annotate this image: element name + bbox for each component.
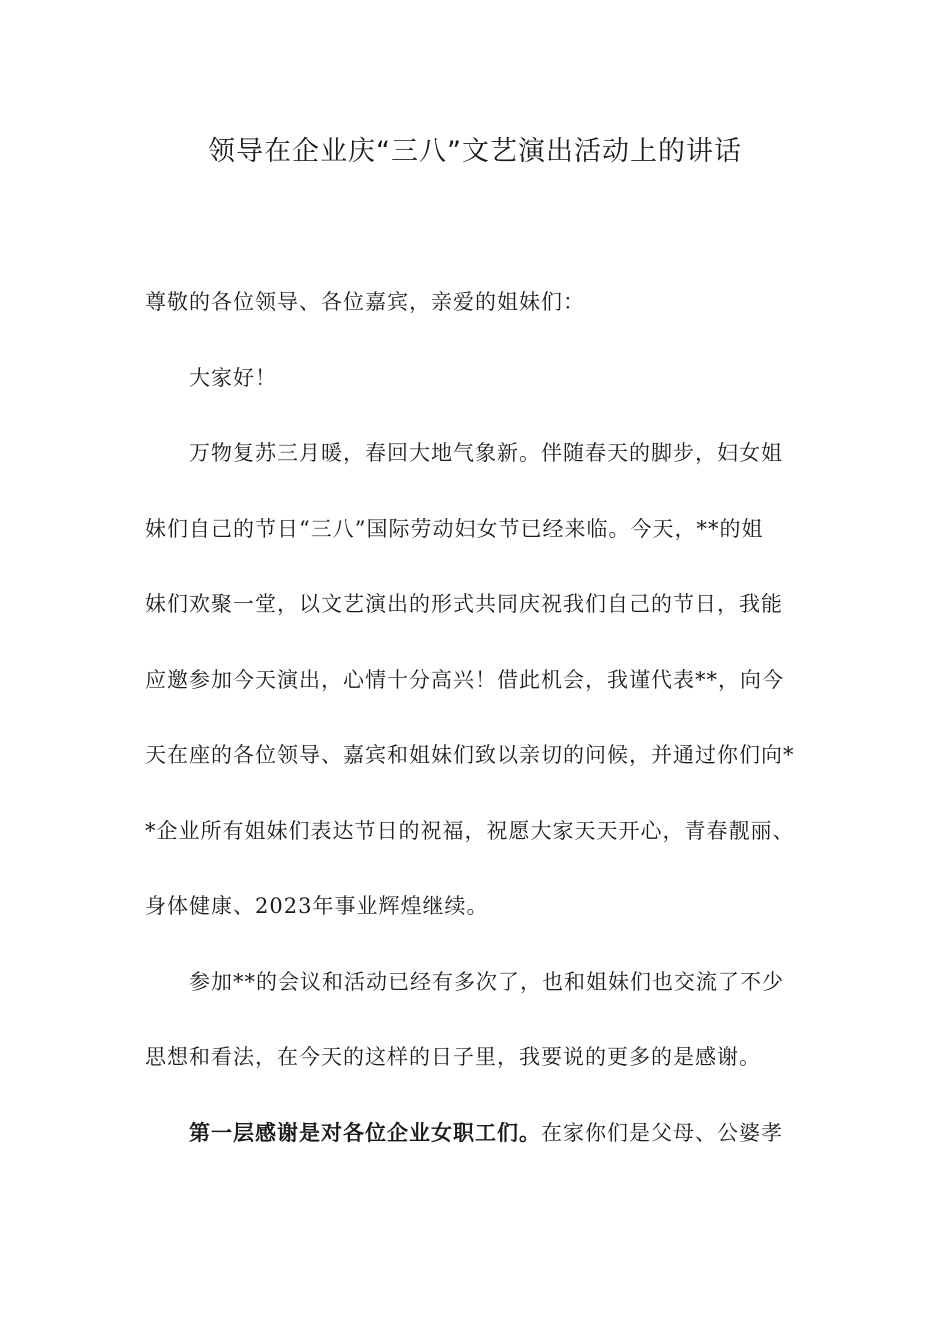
document-body [145, 280, 805, 1186]
paragraph-line: 万物复苏三月暖，春回大地气象新。伴随春天的脚步，妇女姐 [189, 441, 783, 465]
paragraph-line: *企业所有姐妹们表达节日的祝福，祝愿大家天天开心，青春靓丽、 [145, 818, 795, 843]
bold-lead-text: 第一层感谢是对各位企业女职工们。 [189, 1119, 541, 1145]
paragraph-line: 身体健康、2023年事业辉煌继续。 [145, 894, 489, 918]
paragraph-line: 妹们自己的节日“三八”国际劳动妇女节已经来临。今天，**的姐 [145, 516, 764, 541]
paragraph-text: 在家你们是父母、公婆孝 [541, 1120, 783, 1145]
greeting-line: 大家好！ [189, 365, 277, 390]
paragraph-line: 参加**的会议和活动已经有多次了，也和姐妹们也交流了不少 [189, 969, 784, 994]
paragraph-line [145, 1111, 805, 1187]
paragraph-line: 天在座的各位领导、嘉宾和姐妹们致以亲切的问候，并通过你们向* [145, 743, 795, 767]
paragraph-line: 应邀参加今天演出，心情十分高兴！借此机会，我谨代表**，向今 [145, 667, 784, 692]
paragraph-line: 思想和看法，在今天的这样的日子里，我要说的更多的是感谢。 [145, 1045, 761, 1069]
paragraph-line: 妹们欢聚一堂，以文艺演出的形式共同庆祝我们自己的节日，我能 [145, 592, 783, 616]
document-title: 领导在企业庆“三八”文艺演出活动上的讲话 [208, 136, 742, 167]
salutation-line: 尊敬的各位领导、各位嘉宾，亲爱的姐妹们： [145, 290, 585, 314]
